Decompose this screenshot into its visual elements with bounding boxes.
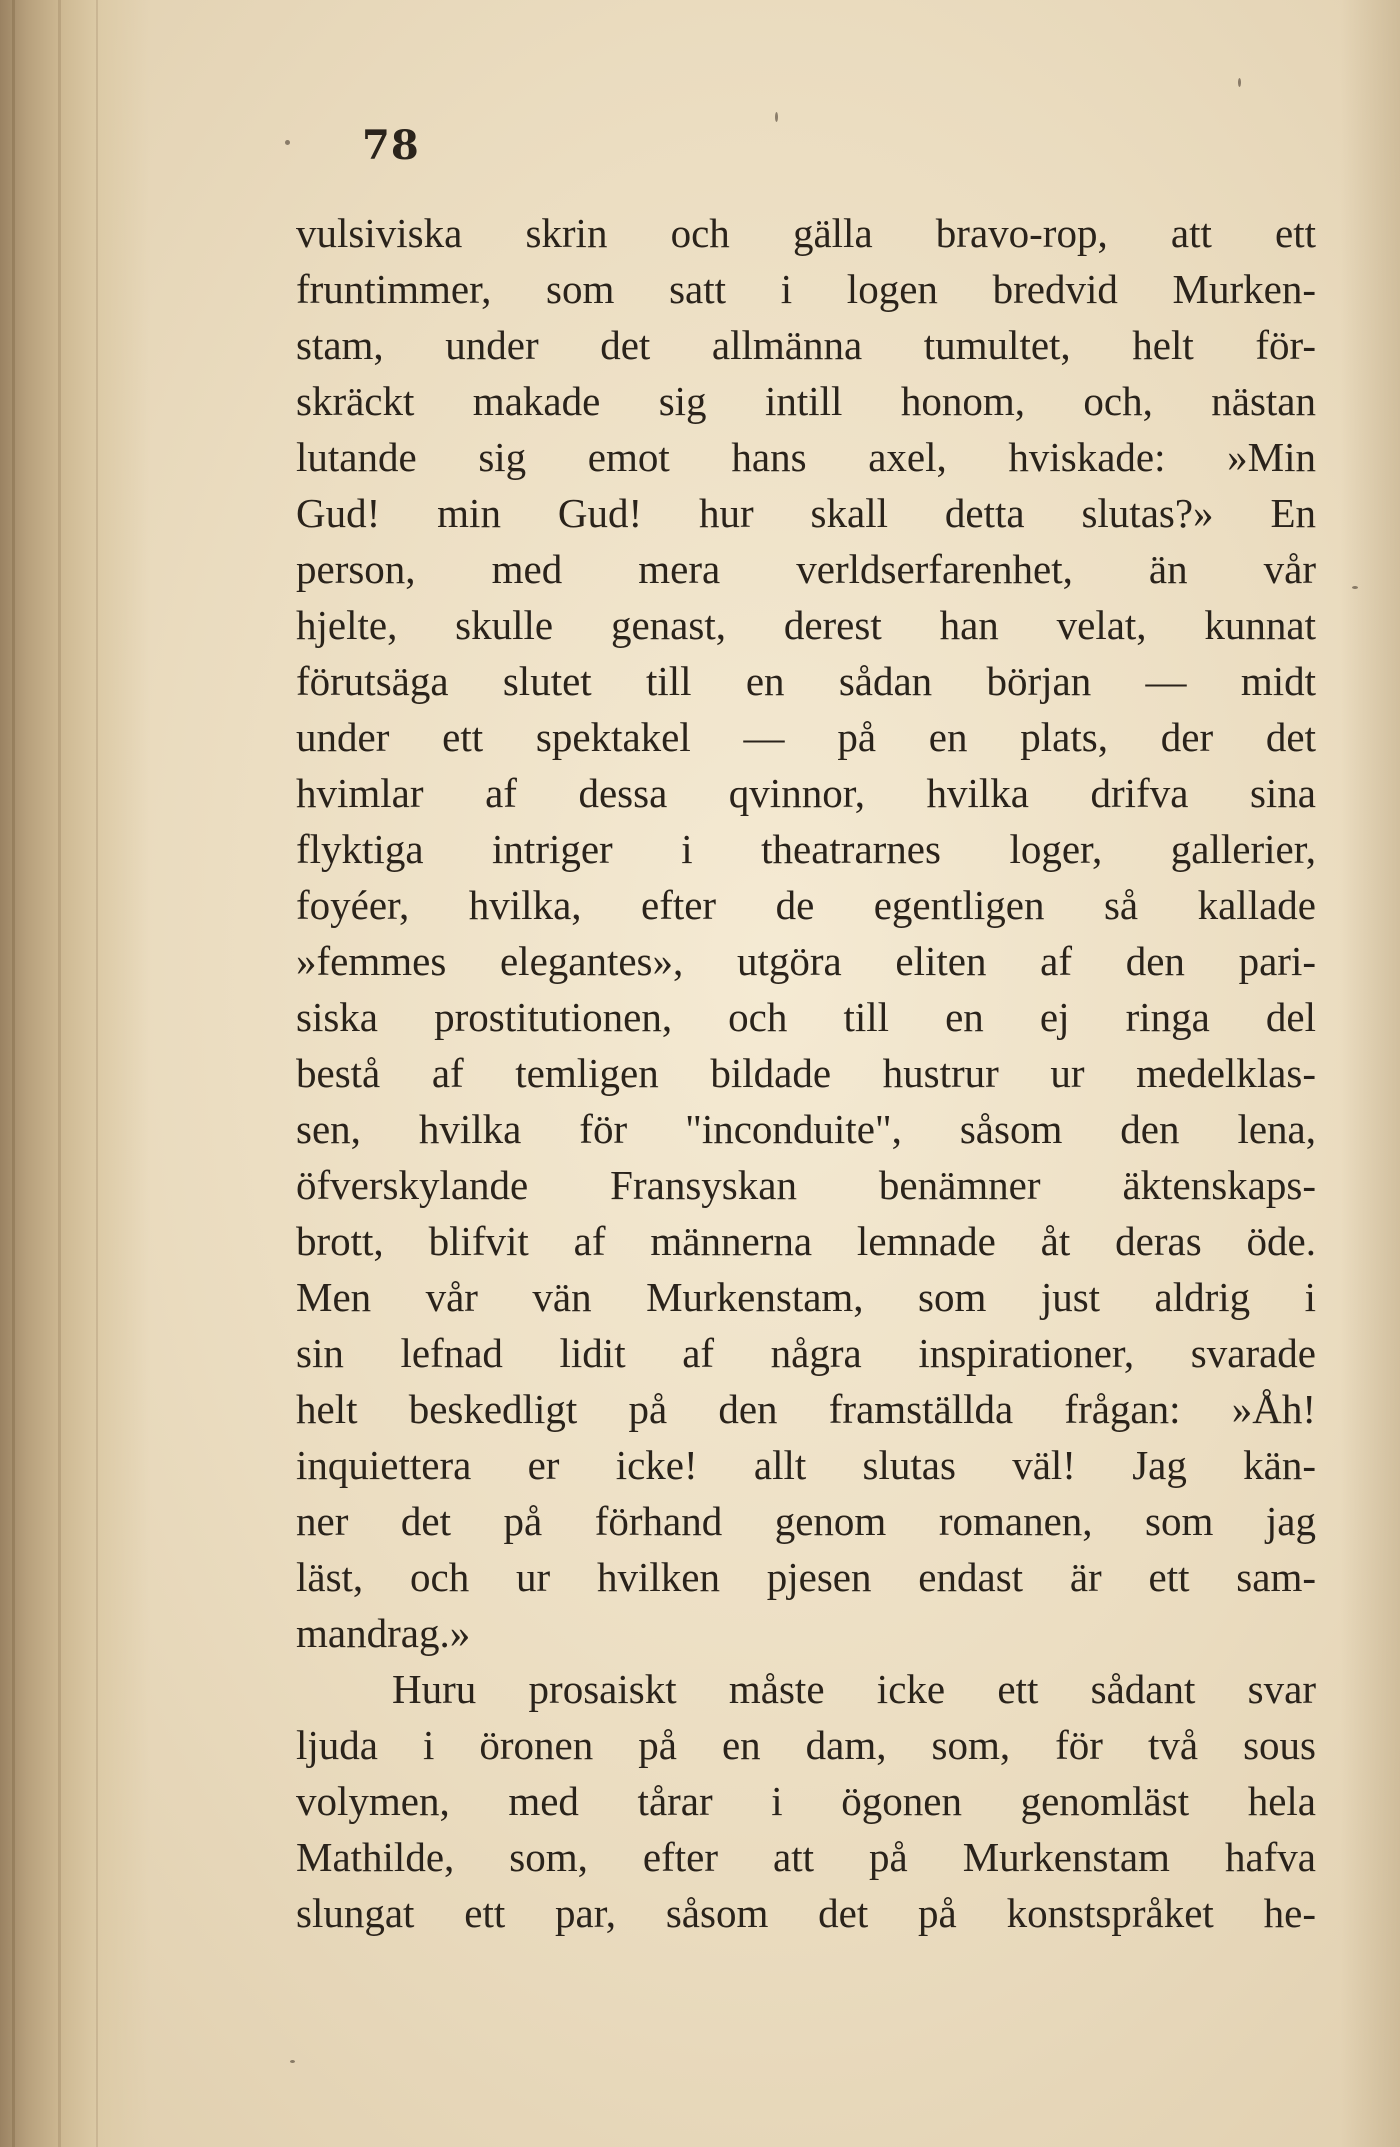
text-line: skräckt makade sig intill honom, och, nästan xyxy=(296,378,1316,424)
paper-speck xyxy=(1352,586,1358,589)
paragraph-start-line: Huru prosaiskt måste icke ett sådant svar xyxy=(392,1666,1316,1712)
text-line: vulsiviska skrin och gälla bravo-rop, att ett xyxy=(296,210,1316,256)
paper-speck xyxy=(290,2060,295,2063)
text-line: flyktiga intriger i theatrarnes loger, gallerier, xyxy=(296,826,1316,872)
text-line: siska prostitutionen, och till en ej ringa del xyxy=(296,994,1316,1040)
text-line: öfverskylande Fransyskan benämner äktenskaps- xyxy=(296,1162,1316,1208)
page-binding-edge xyxy=(0,0,150,2147)
text-line: Gud! min Gud! hur skall detta slutas?» En xyxy=(296,490,1316,536)
binding-crease xyxy=(96,0,98,2147)
text-line: foyéer, hvilka, efter de egentligen så kallade xyxy=(296,882,1316,928)
binding-crease xyxy=(58,0,61,2147)
text-line: hjelte, skulle genast, derest han velat, kunnat xyxy=(296,602,1316,648)
page-edge-shadow xyxy=(1340,0,1400,2147)
text-line: stam, under det allmänna tumultet, helt för- xyxy=(296,322,1316,368)
text-line: person, med mera verldserfarenhet, än vår xyxy=(296,546,1316,592)
text-line: lutande sig emot hans axel, hviskade: »Min xyxy=(296,434,1316,480)
text-line: läst, och ur hvilken pjesen endast är ett sam- xyxy=(296,1554,1316,1600)
text-line: under ett spektakel — på en plats, der det xyxy=(296,714,1316,760)
text-line: Mathilde, som, efter att på Murkenstam hafva xyxy=(296,1834,1316,1880)
text-line: slungat ett par, såsom det på konstspråket he- xyxy=(296,1890,1316,1936)
text-line: bestå af temligen bildade hustrur ur medelklas- xyxy=(296,1050,1316,1096)
text-line: sin lefnad lidit af några inspirationer, svarade xyxy=(296,1330,1316,1376)
text-line: brott, blifvit af männerna lemnade åt deras öde. xyxy=(296,1218,1316,1264)
text-line: ner det på förhand genom romanen, som jag xyxy=(296,1498,1316,1544)
paper-speck xyxy=(285,140,290,145)
text-line: Men vår vän Murkenstam, som just aldrig i xyxy=(296,1274,1316,1320)
text-line: volymen, med tårar i ögonen genomläst hela xyxy=(296,1778,1316,1824)
text-line: förutsäga slutet till en sådan början — midt xyxy=(296,658,1316,704)
body-text xyxy=(296,205,1316,1941)
text-line: sen, hvilka för "inconduite", såsom den lena, xyxy=(296,1106,1316,1152)
paper-speck xyxy=(775,112,778,122)
binding-crease xyxy=(12,0,15,2147)
page-number: 78 xyxy=(362,122,420,169)
paragraph-end-line: mandrag.» xyxy=(296,1610,471,1656)
text-line: helt beskedligt på den framställda frågan: »Åh! xyxy=(296,1386,1316,1432)
text-line: inquiettera er icke! allt slutas väl! Jag kän- xyxy=(296,1442,1316,1488)
paper-speck xyxy=(1238,78,1241,87)
text-line: hvimlar af dessa qvinnor, hvilka drifva sina xyxy=(296,770,1316,816)
text-line: fruntimmer, som satt i logen bredvid Murken- xyxy=(296,266,1316,312)
text-line: »femmes elegantes», utgöra eliten af den pari- xyxy=(296,938,1316,984)
text-line: ljuda i öronen på en dam, som, för två sous xyxy=(296,1722,1316,1768)
